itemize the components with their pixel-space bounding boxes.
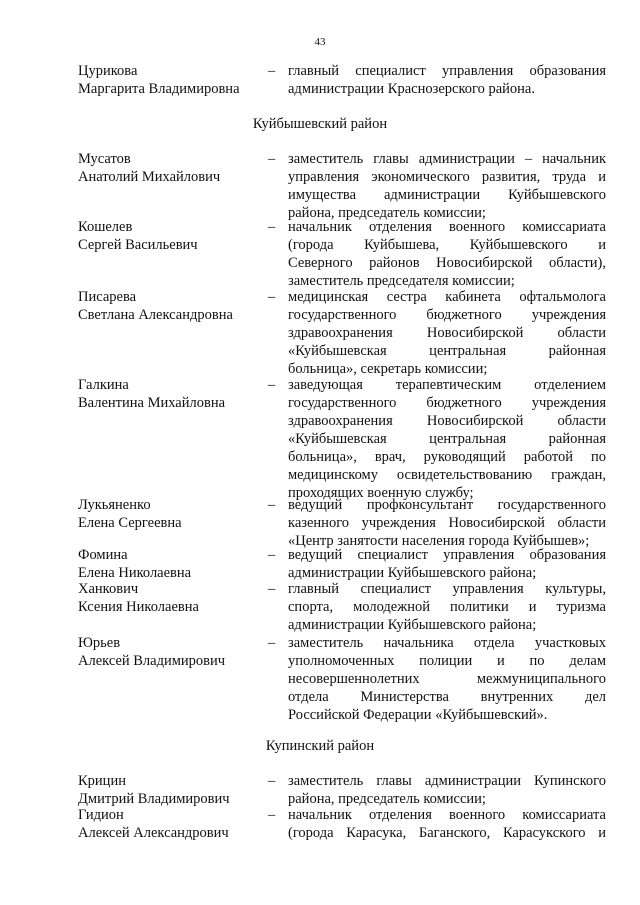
position-line: заместитель главы администрации – начальник	[288, 151, 606, 167]
member-surname: Крицин	[78, 773, 126, 789]
position-line: Северного районов Новосибирской области),	[288, 255, 606, 271]
member-entry	[78, 580, 606, 634]
position-line: Российской Федерации «Куйбышевский».	[288, 707, 548, 723]
dash-separator: –	[268, 773, 276, 789]
position-line: заместитель главы администрации Купинского	[288, 773, 606, 789]
member-name	[78, 218, 268, 254]
member-entry	[78, 376, 606, 502]
position-line: «Куйбышевская центральная районная	[288, 431, 606, 447]
position-line: государственного бюджетного учреждения	[288, 307, 606, 323]
member-entry	[78, 772, 606, 808]
member-name	[78, 150, 268, 186]
position-line: администрации Краснозерского района.	[288, 81, 535, 97]
member-entry	[78, 546, 606, 582]
position-line: казенного учреждения Новосибирской области	[288, 515, 606, 531]
position-line: отдела Министерства внутренних дел	[288, 689, 606, 705]
position-line: администрации Куйбышевского района;	[288, 565, 537, 581]
position-line: несовершеннолетних межмуниципального	[288, 671, 606, 687]
position-line: (города Куйбышева, Куйбышевского и	[288, 237, 606, 253]
member-position	[288, 634, 606, 724]
position-line: заместитель председателя комиссии;	[288, 273, 515, 289]
member-surname: Писарева	[78, 289, 137, 305]
member-position	[288, 62, 606, 98]
member-name	[78, 376, 268, 412]
position-line: района, председатель комиссии;	[288, 791, 486, 807]
member-name	[78, 62, 268, 98]
member-surname: Галкина	[78, 377, 129, 393]
member-surname: Мусатов	[78, 151, 131, 167]
member-given-names: Дмитрий Владимирович	[78, 791, 230, 807]
member-entry	[78, 218, 606, 290]
position-line: «Центр занятости населения города Куйбышев»;	[288, 533, 590, 549]
member-name	[78, 496, 268, 532]
member-position	[288, 580, 606, 634]
section-heading: Купинский район	[265, 738, 375, 754]
member-position	[288, 288, 606, 378]
position-line: управления экономического развития, труда и	[288, 169, 606, 185]
position-line: главный специалист управления образования	[288, 63, 606, 79]
member-given-names: Елена Николаевна	[78, 565, 192, 581]
member-name	[78, 806, 268, 842]
member-surname: Гидион	[78, 807, 124, 823]
position-line: заместитель начальника отдела участковых	[288, 635, 606, 651]
position-line: спорта, молодежной политики и туризма	[288, 599, 606, 615]
position-line: больница», секретарь комиссии;	[288, 361, 488, 377]
member-position	[288, 806, 606, 842]
member-given-names: Алексей Владимирович	[78, 653, 226, 669]
member-surname: Юрьев	[78, 635, 121, 651]
member-name	[78, 288, 268, 324]
member-entry	[78, 496, 606, 550]
dash-separator: –	[268, 807, 276, 823]
member-name	[78, 634, 268, 670]
dash-separator: –	[268, 635, 276, 651]
position-line: уполномоченных полиции и по делам	[288, 653, 606, 669]
position-line: здравоохранения Новосибирской области	[288, 325, 606, 341]
dash-separator: –	[268, 377, 276, 393]
member-position	[288, 546, 606, 582]
section-heading: Куйбышевский район	[252, 116, 388, 132]
member-name	[78, 580, 268, 616]
dash-separator: –	[268, 581, 276, 597]
member-position	[288, 376, 606, 502]
member-entry	[78, 634, 606, 724]
member-position	[288, 772, 606, 808]
position-line: (города Карасука, Баганского, Карасукского и	[288, 825, 606, 841]
position-line: начальник отделения военного комиссариата	[288, 807, 606, 823]
dash-separator: –	[268, 63, 276, 79]
page-number: 43	[314, 36, 326, 48]
member-entry	[78, 288, 606, 378]
position-line: государственного бюджетного учреждения	[288, 395, 606, 411]
member-entry	[78, 806, 606, 842]
member-entry	[78, 150, 606, 222]
member-entry	[78, 62, 606, 98]
member-given-names: Алексей Александрович	[78, 825, 229, 841]
member-given-names: Светлана Александровна	[78, 307, 233, 323]
member-name	[78, 772, 268, 808]
member-surname: Фомина	[78, 547, 128, 563]
member-given-names: Валентина Михайловна	[78, 395, 226, 411]
member-position	[288, 150, 606, 222]
member-name	[78, 546, 268, 582]
position-line: главный специалист управления культуры,	[288, 581, 606, 597]
position-line: здравоохранения Новосибирской области	[288, 413, 606, 429]
position-line: района, председатель комиссии;	[288, 205, 486, 221]
member-surname: Лукьяненко	[78, 497, 151, 513]
member-surname: Цурикова	[78, 63, 138, 79]
dash-separator: –	[268, 497, 276, 513]
dash-separator: –	[268, 219, 276, 235]
member-given-names: Анатолий Михайлович	[78, 169, 221, 185]
member-given-names: Маргарита Владимировна	[78, 81, 240, 97]
position-line: проходящих военную службу;	[288, 485, 474, 501]
member-given-names: Сергей Васильевич	[78, 237, 198, 253]
dash-separator: –	[268, 289, 276, 305]
dash-separator: –	[268, 151, 276, 167]
member-given-names: Ксения Николаевна	[78, 599, 199, 615]
position-line: больница», врач, руководящий работой по	[288, 449, 606, 465]
position-line: заведующая терапевтическим отделением	[288, 377, 606, 393]
member-surname: Кошелев	[78, 219, 133, 235]
member-position	[288, 218, 606, 290]
position-line: администрации Куйбышевского района;	[288, 617, 537, 633]
dash-separator: –	[268, 547, 276, 563]
position-line: ведущий профконсультант государственного	[288, 497, 606, 513]
position-line: медицинскому освидетельствованию граждан,	[288, 467, 606, 483]
member-surname: Ханкович	[78, 581, 139, 597]
member-position	[288, 496, 606, 550]
position-line: ведущий специалист управления образования	[288, 547, 606, 563]
position-line: имущества администрации Куйбышевского	[288, 187, 606, 203]
member-given-names: Елена Сергеевна	[78, 515, 182, 531]
position-line: «Куйбышевская центральная районная	[288, 343, 606, 359]
position-line: медицинская сестра кабинета офтальмолога	[288, 289, 606, 305]
position-line: начальник отделения военного комиссариата	[288, 219, 606, 235]
